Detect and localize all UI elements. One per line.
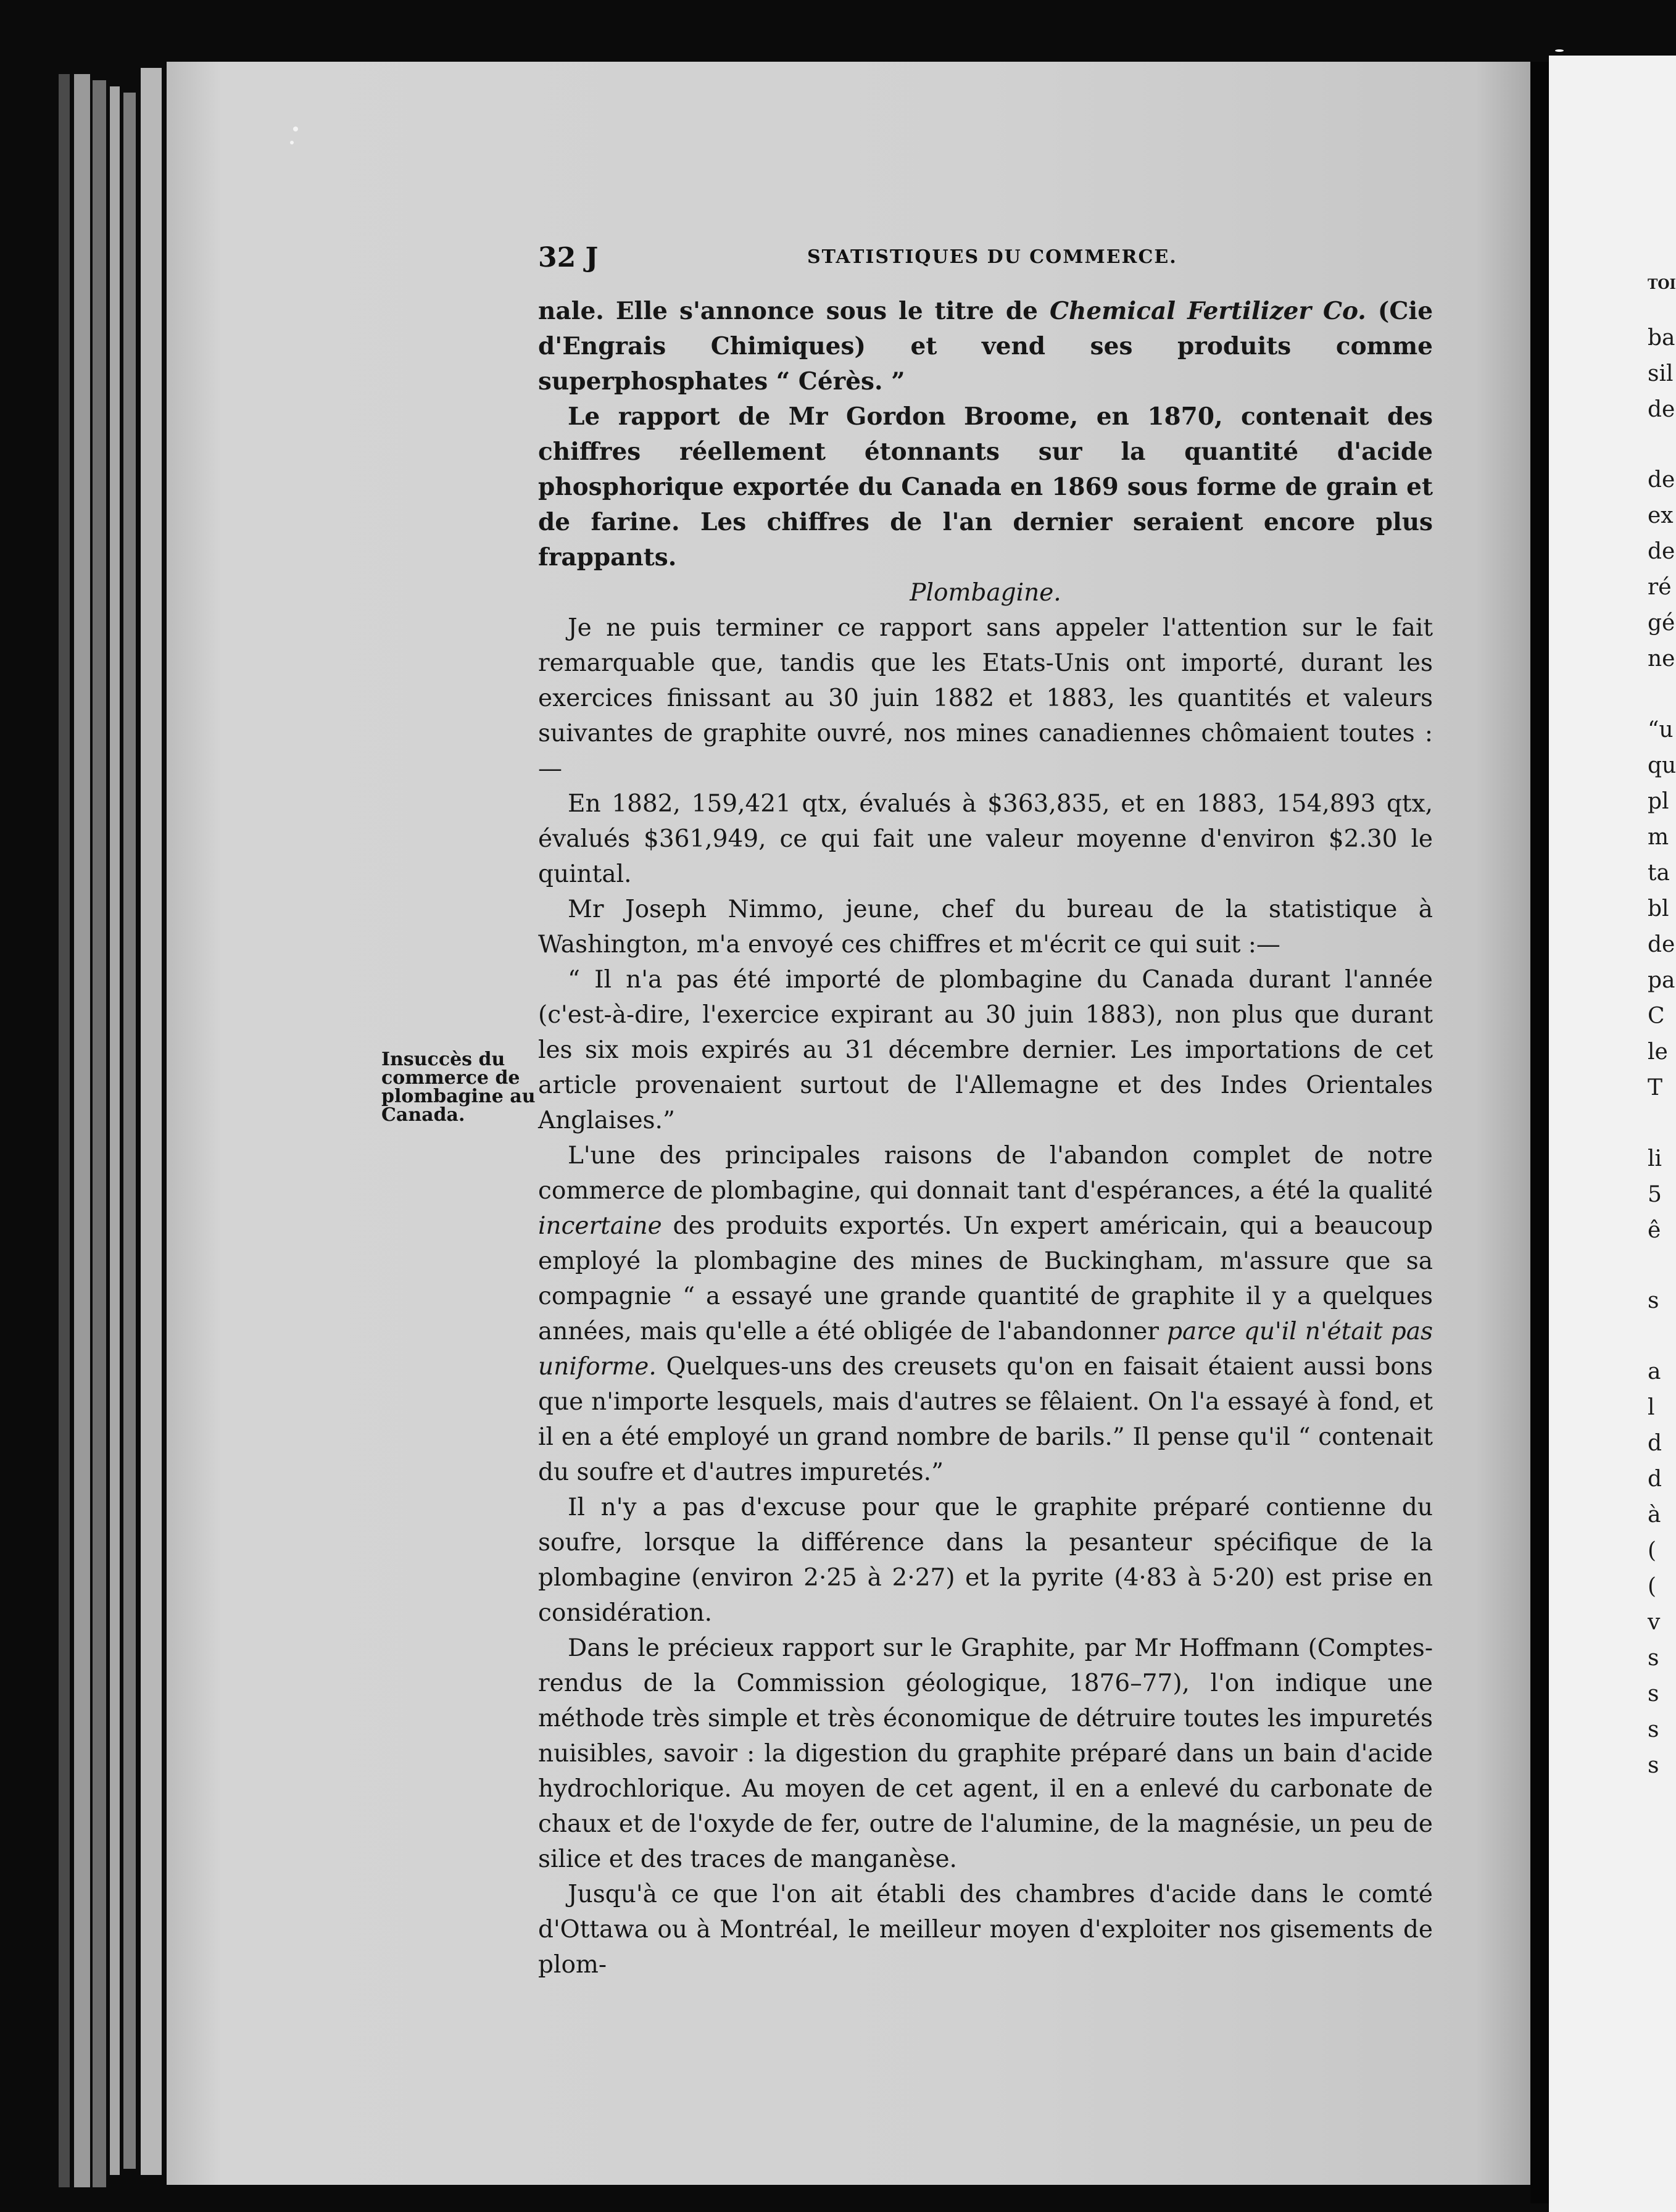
facing-page-text-fragment: l [1648, 1395, 1655, 1420]
page-edge [74, 74, 90, 2187]
facing-page-text-fragment: qu [1648, 753, 1676, 778]
italic-text: incertaine [538, 1212, 662, 1240]
text-run: Mr Joseph Nimmo, jeune, chef du bureau de la statistique à Washington, m'a envoyé ces chiffres et m'écrit ce qui suit :— [538, 896, 1433, 958]
page-edge [59, 74, 70, 2187]
paragraph [538, 892, 1433, 962]
marginal-note [381, 1050, 534, 1125]
paragraph [538, 1631, 1433, 1877]
facing-page-text-fragment: de [1648, 539, 1675, 564]
facing-page-text-fragment: ex [1648, 503, 1674, 528]
paragraph [538, 610, 1433, 786]
facing-page-text-fragment: ê [1648, 1218, 1661, 1243]
facing-page-text-fragment: gé [1648, 610, 1675, 636]
text-run: “ Il n'a pas été importé de plombagine du Canada durant l'année (c'est-à-dire, l'exercice expirant au 30 juin 1883), non plus que durant les six mois expirés au 31 décembre dernier. Les importations de cet article provenaient surtout de l'Allemagne et des Indes Orientales Anglaises.” [538, 966, 1433, 1134]
facing-page-text-fragment: de [1648, 932, 1675, 957]
page-edge [123, 93, 136, 2169]
facing-page-text-fragment: pl [1648, 789, 1669, 814]
page-number: 32 J [538, 242, 599, 273]
facing-page-text-fragment: “u [1648, 717, 1674, 742]
facing-page-text-fragment: sil [1648, 361, 1674, 386]
text-run: Je ne puis terminer ce rapport sans appeler l'attention sur le fait remarquable que, tandis que les Etats-Unis ont importé, durant les exercices finissant au 30 juin 1882 et 1883, les quantités et valeurs suivantes de graphite ouvré, nos mines canadiennes chômaient toutes :— [538, 614, 1433, 783]
italic-text: Chemical Fertilizer Co. [1049, 297, 1366, 325]
facing-page-text-fragment: T [1648, 1075, 1663, 1100]
paragraph [538, 399, 1433, 575]
marginal-note-line: Insuccès du [381, 1049, 505, 1070]
facing-page-text-fragment: C [1648, 1004, 1665, 1029]
text-run: L'une des principales raisons de l'abandon complet de notre commerce de plombagine, qui donnait tant d'espérances, a été la qualité [538, 1142, 1433, 1205]
page-edge [93, 80, 106, 2187]
facing-page-text-fragment: de [1648, 467, 1675, 493]
paragraph [538, 1877, 1433, 1982]
facing-page-text-fragment: d [1648, 1431, 1662, 1456]
body-text [538, 294, 1433, 1982]
book-gutter [1530, 62, 1549, 2203]
facing-page-text-fragment: a [1648, 1359, 1661, 1384]
text-run: des produits exportés. Un expert américain, qui a beaucoup employé la plombagine des mines de Buckingham, m'assure que sa compagnie “ a essayé une grande quantité de graphite il y a quelques années, mais qu'elle a été obligée de l'abandonner [538, 1212, 1433, 1345]
dust-speck [1555, 49, 1564, 52]
facing-page-text-fragment: de [1648, 397, 1675, 422]
facing-page-text-fragment: 5 [1648, 1182, 1662, 1207]
marginal-note-line: plombagine au [381, 1086, 536, 1107]
dust-speck [290, 141, 294, 144]
text-run: Il n'y a pas d'excuse pour que le graphite préparé contienne du soufre, lorsque la différence dans la pesanteur spécifique de la plombagine (environ 2·25 à 2·27) et la pyrite (4·83 à 5·20) est prise en considération. [538, 1494, 1433, 1627]
facing-page-text-fragment: s [1648, 1645, 1659, 1671]
paragraph [538, 1138, 1433, 1490]
facing-page-text-fragment: ré [1648, 575, 1672, 600]
paragraph [538, 786, 1433, 892]
text-run: nale. Elle s'annonce sous le titre de [538, 297, 1050, 325]
facing-page-text-fragment: TOI [1648, 276, 1676, 293]
facing-page-text-fragment: à [1648, 1502, 1661, 1528]
facing-page-text-fragment: ba [1648, 325, 1675, 351]
italic-text: parce qu'il n'était pas uniforme. [538, 1318, 1433, 1381]
facing-page-text-fragment: li [1648, 1146, 1662, 1171]
text-run: Dans le précieux rapport sur le Graphite, par Mr Hoffmann (Comptes-rendus de la Commission géologique, 1876–77), l'on indique une méthode très simple et très économique de détruire toutes les impuretés nuisibles, savoir : la digestion du graphite préparé dans un bain d'acide hydrochlorique. Au moyen de cet agent, il en a enlevé du carbonate de chaux et de l'oxyde de fer, outre de l'alumine, de la magnésie, un peu de silice et des traces de manganèse. [538, 1634, 1433, 1873]
facing-page-text-fragment: ( [1648, 1538, 1657, 1563]
facing-page-text-fragment: s [1648, 1288, 1659, 1313]
facing-page-text-fragment: v [1648, 1610, 1661, 1635]
facing-page-text-fragment: pa [1648, 968, 1675, 993]
facing-page-text-fragment: s [1648, 1681, 1659, 1707]
marginal-note-line: commerce de [381, 1067, 520, 1089]
text-run: Le rapport de Mr Gordon Broome, en 1870, contenait des chiffres réellement étonnants sur la quantité d'acide phosphorique exportée du Canada en 1869 sous forme de grain et de farine. Les chiffres de l'an dernier seraient encore plus frappants. [538, 402, 1433, 572]
facing-page-text-fragment: le [1648, 1039, 1668, 1065]
text-run: Quelques-uns des creusets qu'on en faisait étaient aussi bons que n'importe lesquels, mais d'autres se fêlaient. On l'a essayé à fond, et il en a été employé un grand nombre de barils.” Il pense qu'il “ contenait du soufre et d'autres impuretés.” [538, 1353, 1433, 1486]
paragraph [538, 1490, 1433, 1631]
facing-page-text-fragment: ( [1648, 1574, 1657, 1599]
facing-page-text-fragment: s [1648, 1753, 1659, 1778]
text-run: En 1882, 159,421 qtx, évalués à $363,835, et en 1883, 154,893 qtx, évalués $361,949, ce qui fait une valeur moyenne d'environ $2.30 le quintal. [538, 790, 1433, 888]
paragraph [538, 962, 1433, 1138]
facing-page-text-fragment: d [1648, 1466, 1662, 1492]
facing-page-text-fragment: ne [1648, 646, 1675, 672]
text-run: Jusqu'à ce que l'on ait établi des chambres d'acide dans le comté d'Ottawa ou à Montréal, le meilleur moyen d'exploiter nos gisements de plom- [538, 1881, 1433, 1979]
paragraphs-after-section [538, 610, 1433, 1982]
section-title: Plombagine. [910, 579, 1061, 607]
facing-page-text-fragment: s [1648, 1717, 1659, 1742]
marginal-note-line: Canada. [381, 1104, 465, 1126]
facing-page-text-fragment: ta [1648, 860, 1670, 886]
facing-page-text-fragment: bl [1648, 896, 1669, 921]
paragraphs-before-section [538, 294, 1433, 575]
running-title: STATISTIQUES DU COMMERCE. [807, 246, 1177, 268]
text-run: (Cie d'Engrais Chimiques) et vend ses produits comme superphosphates “ Cérès. ” [538, 297, 1433, 396]
page-edge [141, 68, 162, 2175]
facing-page-fragment [1549, 56, 1676, 2212]
dust-speck [293, 127, 298, 131]
paragraph [538, 294, 1433, 399]
page-edge [110, 86, 120, 2175]
facing-page-text-fragment: m [1648, 825, 1669, 850]
